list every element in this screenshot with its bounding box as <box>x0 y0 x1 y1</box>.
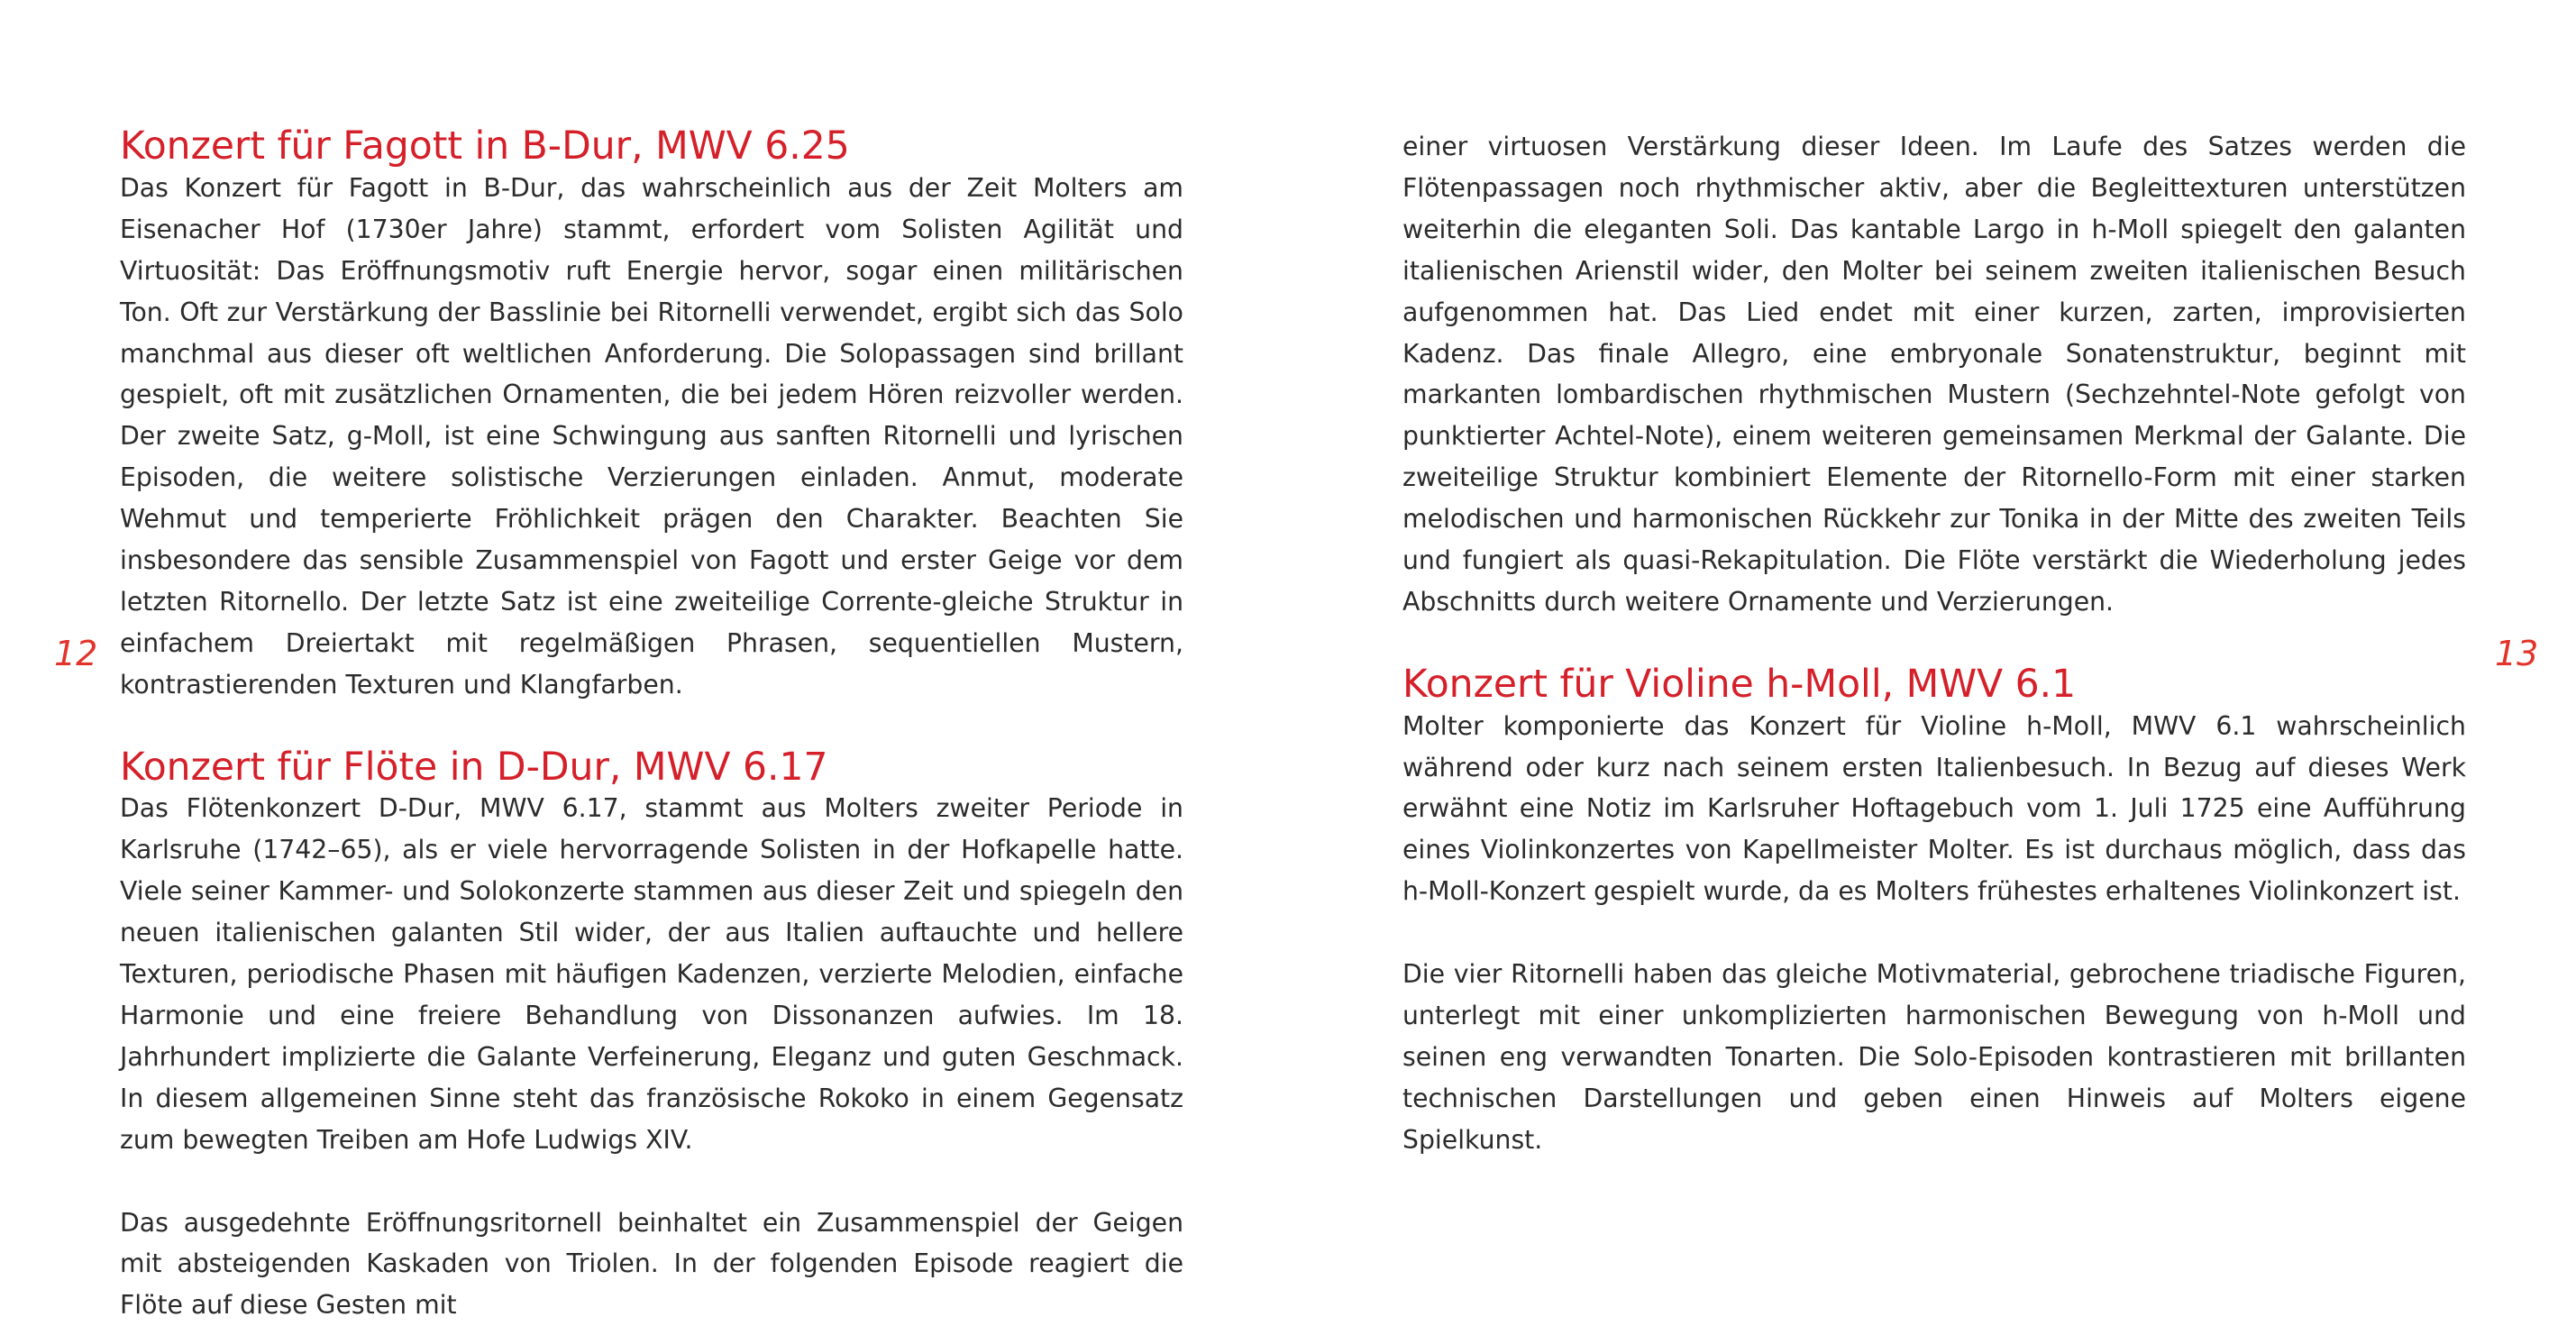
paragraph-floete-2: Das ausgedehnte Eröffnungsritornell beinhaltet ein Zusammenspiel der Geigen mit absteigenden Kaskaden von Triolen. In der folgenden Episode reagiert die Flöte auf diese Gesten mit <box>120 1207 1183 1321</box>
page-number-left: 12 <box>54 634 98 673</box>
right-page-column <box>1402 126 2466 1161</box>
paragraph-gap <box>120 1161 1183 1203</box>
paragraph-floete-continued: einer virtuosen Verstärkung dieser Ideen. Im Laufe des Satzes werden die Flötenpassagen noch rhythmischer aktiv, aber die Begleittexturen unterstützen weiterhin die eleganten Soli. Das kantable Largo in h-Moll spiegelt den galanten italienischen Arienstil wider, den Molter bei seinem zweiten italienischen Besuch aufgenommen hat. Das Lied endet mit einer kurzen, zarten, improvisierten Kadenz. Das finale Allegro, eine embryonale Sonatenstruktur, beginnt mit markanten lombardischen rhythmischen Mustern (Sechzehntel-Note gefolgt von punktierter Achtel-Note), einem weiteren gemeinsamen Merkmal der Galante. Die zweiteilige Struktur kombiniert Elemente der Ritornello-Form mit einer starken melodischen und harmonischen Rückkehr zur Tonika in der Mitte des zweiten Teils und fungiert als quasi-Rekapitulation. Die Flöte verstärkt die Wiederholung jedes Abschnitts durch weitere Ornamente und Verzierungen. <box>1402 132 2466 617</box>
heading-fagott-concerto: Konzert für Fagott in B-Dur, MWV 6.25 <box>120 124 850 169</box>
heading-floete-concerto: Konzert für Flöte in D-Dur, MWV 6.17 <box>120 745 828 790</box>
heading-violine-concerto: Konzert für Violine h-Moll, MWV 6.1 <box>1402 662 2077 707</box>
left-page-column <box>120 126 1183 1326</box>
paragraph-gap <box>1402 912 2466 954</box>
paragraph-gap <box>120 706 1183 747</box>
paragraph-violine-2: Die vier Ritornelli haben das gleiche Motivmaterial, gebrochene triadische Figuren, unterlegt mit einer unkomplizierten harmonischen Bewegung von h-Moll und seinen eng verwandten Tonarten. Die Solo-Episoden kontrastieren mit brillanten technischen Darstellungen und geben einen Hinweis auf Molters eigene Spielkunst. <box>1402 959 2466 1155</box>
paragraph-violine: Molter komponierte das Konzert für Violine h-Moll, MWV 6.1 wahrscheinlich während oder kurz nach seinem ersten Italienbesuch. In Bezug auf dieses Werk erwähnt eine Notiz im Karlsruher Hoftagebuch vom 1. Juli 1725 eine Aufführung eines Violinkonzertes von Kapellmeister Molter. Es ist durchaus möglich, dass das h-Moll-Konzert gespielt wurde, da es Molters frühestes erhaltenes Violinkonzert ist. <box>1402 710 2466 907</box>
paragraph-floete: Das Flötenkonzert D-Dur, MWV 6.17, stammt aus Molters zweiter Periode in Karlsruhe (1742–65), als er viele hervorragende Solisten in der Hofkapelle hatte. Viele seiner Kammer- und Solokonzerte stammen aus dieser Zeit und spiegeln den neuen italienischen galanten Stil wider, der aus Italien auftauchte und hellere Texturen, periodische Phasen mit häufigen Kadenzen, verzierte Melodien, einfache Harmonie und eine freiere Behandlung von Dissonanzen aufwies. Im 18. Jahrhundert implizierte die Galante Verfeinerung, Eleganz und guten Geschmack. In diesem allgemeinen Sinne steht das französische Rokoko in einem Gegensatz zum bewegten Treiben am Hofe Ludwigs XIV. <box>120 793 1183 1155</box>
paragraph-gap <box>1402 623 2466 664</box>
page-number-right: 13 <box>2495 634 2539 673</box>
paragraph-fagott: Das Konzert für Fagott in B-Dur, das wahrscheinlich aus der Zeit Molters am Eisenacher Hof (1730er Jahre) stammt, erfordert vom Solisten Agilität und Virtuosität: Das Eröffnungsmotiv ruft Energie hervor, sogar einen militärischen Ton. Oft zur Verstärkung der Basslinie bei Ritornelli verwendet, ergibt sich das Solo manchmal aus dieser oft weltlichen Anforderung. Die Solopassagen sind brillant gespielt, oft mit zusätzlichen Ornamenten, die bei jedem Hören reizvoller werden. Der zweite Satz, g-Moll, ist eine Schwingung aus sanften Ritornelli und lyrischen Episoden, die weitere solistische Verzierungen einladen. Anmut, moderate Wehmut und temperierte Fröhlichkeit prägen den Charakter. Beachten Sie insbesondere das sensible Zusammenspiel von Fagott und erster Geige vor dem letzten Ritornello. Der letzte Satz ist eine zweiteilige Corrente-gleiche Struktur in einfachem Dreiertakt mit regelmäßigen Phrasen, sequentiellen Mustern, kontrastierenden Texturen und Klangfarben. <box>120 172 1183 700</box>
